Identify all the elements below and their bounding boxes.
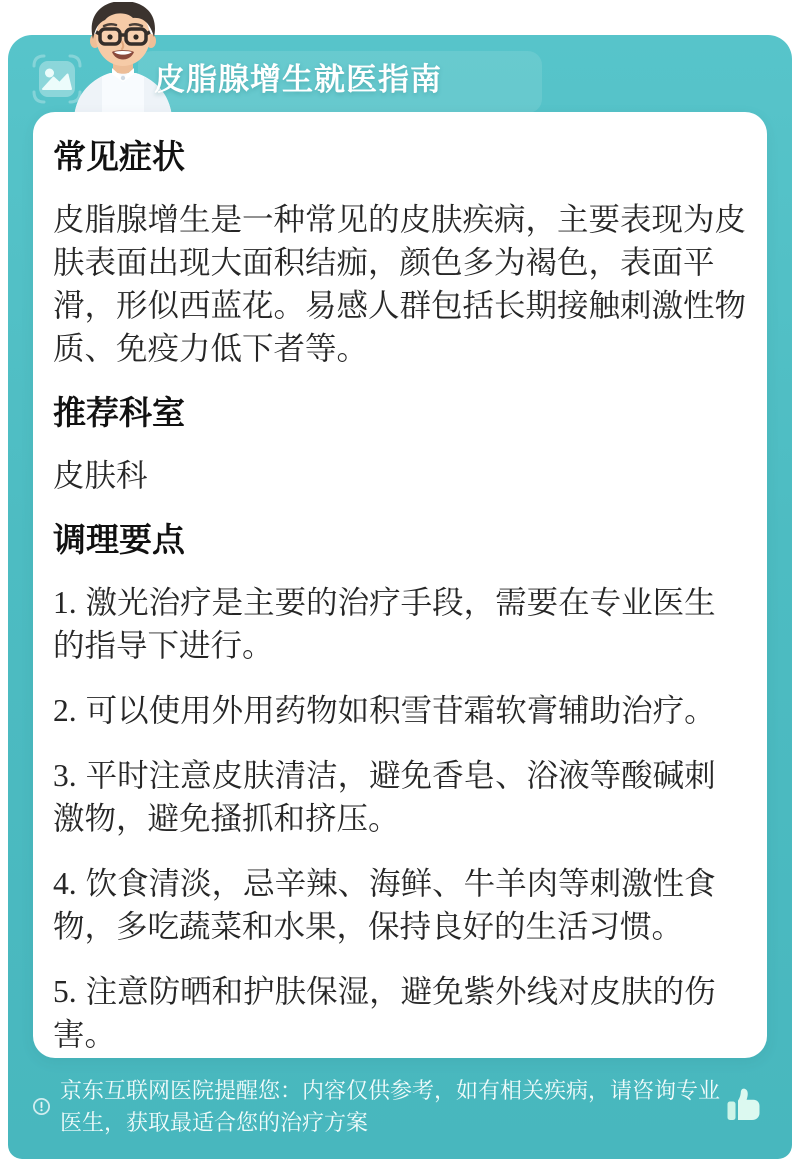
item-text: 饮食清淡，忌辛辣、海鲜、牛羊肉等刺激性食物，多吃蔬菜和水果，保持良好的生活习惯。 <box>53 864 716 944</box>
section-heading-department: 推荐科室 <box>53 393 185 431</box>
care-point-item <box>53 862 747 948</box>
section-heading-symptoms: 常见症状 <box>53 138 185 175</box>
item-text: 平时注意皮肤清洁，避免香皂、浴液等酸碱刺激物，避免搔抓和挤压。 <box>53 756 716 836</box>
disclaimer-text: 京东互联网医院提醒您：内容仅供参考，如有相关疾病，请咨询专业医生，获取最适合您的治疗方案 <box>60 1078 721 1135</box>
symptoms-text: 皮脂腺增生是一种常见的皮肤疾病，主要表现为皮肤表面出现大面积结痂，颜色多为褐色，表面平滑，形似西蓝花。易感人群包括长期接触刺激性物质、免疫力低下者等。 <box>53 200 747 366</box>
department-text: 皮肤科 <box>53 456 148 493</box>
page-title: 皮脂腺增生就医指南 <box>154 62 442 97</box>
care-point-item <box>53 689 747 732</box>
info-circle-icon <box>32 1097 51 1116</box>
care-point-item <box>53 581 747 667</box>
item-number: 1. <box>53 584 77 620</box>
item-text: 激光治疗是主要的治疗手段，需要在专业医生的指导下进行。 <box>53 583 716 663</box>
care-point-item <box>53 754 747 840</box>
item-number: 4. <box>53 865 77 901</box>
item-text: 可以使用外用药物如积雪苷霜软膏辅助治疗。 <box>85 691 716 728</box>
section-heading-care-points: 调理要点 <box>53 520 185 558</box>
content-card <box>33 112 767 1058</box>
item-number: 5. <box>53 973 77 1009</box>
guide-panel <box>8 35 792 1159</box>
item-number: 2. <box>53 692 77 728</box>
item-text: 注意防晒和护肤保湿，避免紫外线对皮肤的伤害。 <box>53 972 716 1052</box>
item-number: 3. <box>53 757 77 793</box>
thumbs-up-icon[interactable] <box>725 1086 762 1124</box>
care-point-item <box>53 970 747 1056</box>
